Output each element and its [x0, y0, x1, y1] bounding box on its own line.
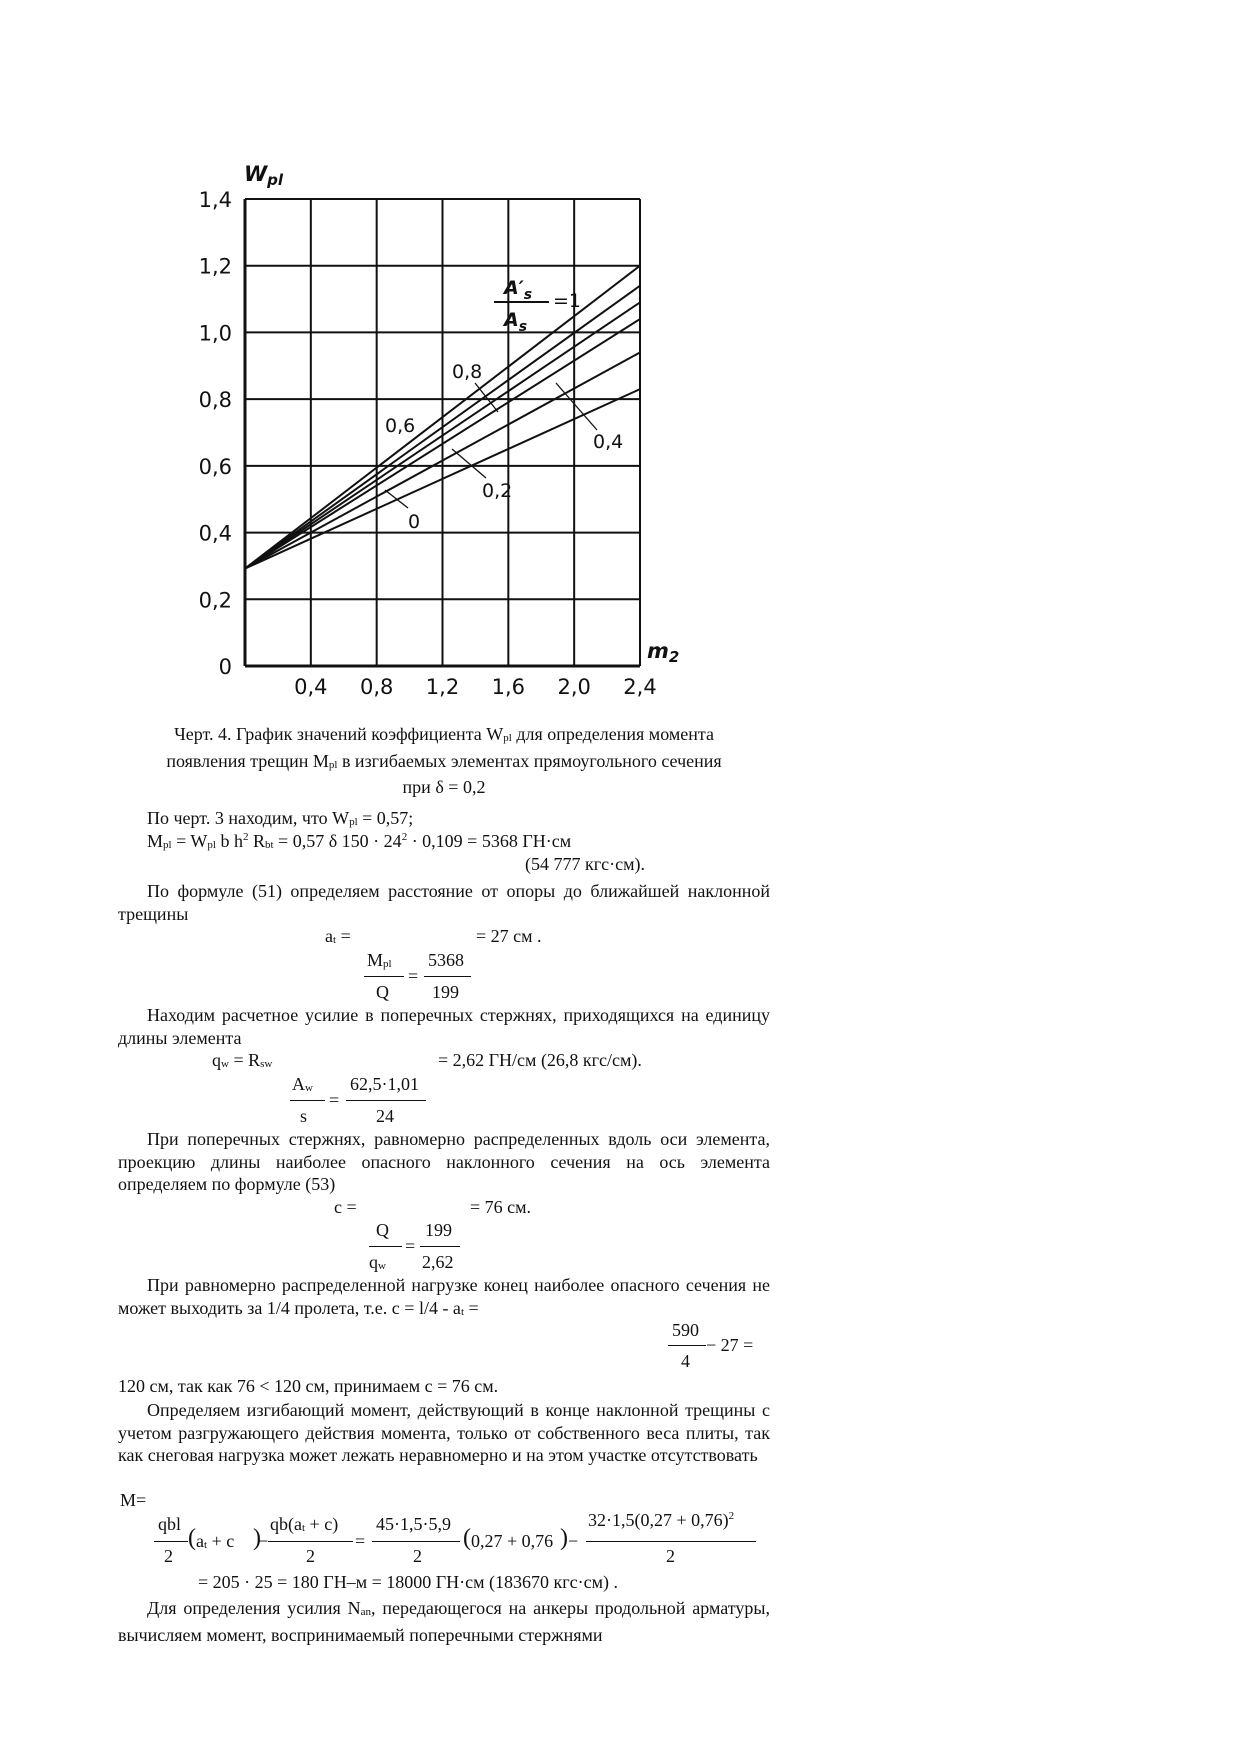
y-tick-label: 0,8 [198, 388, 232, 413]
p1-line-2: $M_{pl} = W_{pl}$ b $h^2$ $R_{bt} = 0,57$ δ $150 \cdot 24^2 \cdot 0,109 = 5368$ ГН·см [147, 831, 572, 851]
p1-line-1: По черт. 3 находим, что $W_{pl} = 0,57$; [147, 808, 414, 828]
paragraph-2: По формуле (51) определяем расстояние от опоры до ближайшей наклонной трещины [118, 881, 770, 924]
curve-label-0: 0 [408, 511, 421, 533]
paragraph-5: При равномерно распределенной нагрузке конец наиболее опасного сечения не может выходить за 1/4 пролета, т.е. $c = l/4 - a_t$ = [118, 1275, 770, 1318]
y-tick-label: 0 [218, 655, 232, 679]
paragraph-4: При поперечных стержнях, равномерно распределенных вдоль оси элемента, проекцию длины наиболее опасного наклонного сечения на ось элемента определяем по формуле (53) [118, 1129, 770, 1194]
chart-tick-labels [199, 188, 657, 699]
svg-text:As: $A_s$ [504, 309, 528, 335]
paragraph-3: Находим расчетное усилие в поперечных стержнях, приходящихся на единицу длины элемента [118, 1005, 770, 1048]
curve-label-0-2: 0,2 [482, 480, 513, 502]
wpl-chart [0, 0, 1240, 720]
x-axis-title: m2 [647, 639, 680, 666]
curve-label-0-6: 0,6 [385, 415, 416, 437]
x-tick-label: 0,4 [294, 675, 328, 699]
caption-line-1: Черт. 4. График значений коэффициента $W_{pl}$ для определения момента [174, 724, 714, 744]
paragraph-7: Для определения усилия $N_{an}$, передающегося на анкеры продольной арматуры, вычисляем момент, воспринимаемый поперечными стержнями [118, 1598, 770, 1645]
svg-text:A′s: $A'_s$ [504, 277, 533, 303]
ratio-legend-value: =1 [553, 290, 582, 312]
y-axis-title: Wpl [244, 162, 284, 189]
x-tick-label: 1,6 [491, 675, 526, 699]
caption-line-3: при δ = 0,2 [402, 777, 486, 797]
p1-line-3: (54 777 кгс·см). [525, 854, 645, 874]
y-tick-label: 0,4 [198, 521, 232, 546]
ratio-legend [494, 277, 581, 335]
x-tick-label: 2,4 [623, 675, 657, 699]
curve-label-0-4: 0,4 [593, 431, 624, 453]
figure-caption [118, 723, 770, 799]
chart-grid [245, 199, 640, 666]
y-tick-label: 1,0 [198, 321, 232, 346]
y-tick-label: 1,4 [198, 188, 232, 212]
curve-label-0-8: 0,8 [452, 361, 483, 383]
x-tick-label: 2,0 [557, 675, 591, 699]
y-tick-label: 0,6 [198, 454, 232, 479]
paragraph-6: Определяем изгибающий момент, действующий в конце наклонной трещины с учетом разгружающего действия момента, только от собственного веса плиты, так как снеговая нагрузка может лежать неравномерно и на этом участке отсутствовать [118, 1400, 770, 1465]
paragraph-5-end: 120 см, так как 76 < 120 см, принимаем c = 76 см. [118, 1376, 499, 1396]
x-tick-label: 1,2 [425, 675, 460, 699]
y-tick-label: 1,2 [198, 254, 232, 279]
caption-line-2: появления трещин $M_{pl}$ в изгибаемых элементах прямоугольного сечения [166, 750, 722, 771]
x-tick-label: 0,8 [359, 675, 394, 699]
y-tick-label: 0,2 [198, 588, 232, 613]
